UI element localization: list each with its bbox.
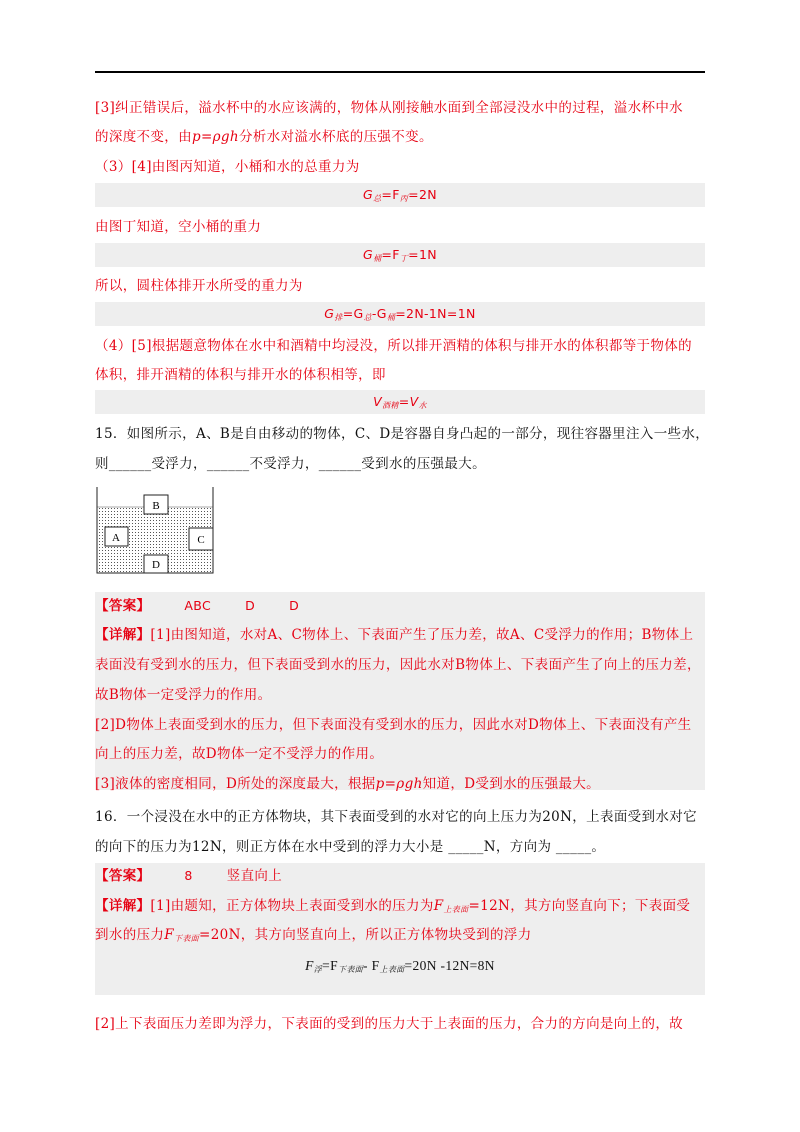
equation-total-weight: $G_总=F_丙=2N$ (363, 187, 437, 203)
detail-line: [3]纠正错误后，溢水杯中的水应该满的，物体从刚接触水面到全部浸没水中的过程，溢水杯中水 (95, 100, 684, 116)
detail-line: （4）[5]根据题意物体在水中和酒精中均浸没，所以排开酒精的体积与排开水的体积都等于物体的 (95, 338, 692, 354)
label-a: A (112, 532, 120, 544)
answer-value: D (289, 598, 300, 613)
detail-line: 由图丁知道，空小桶的重力 (95, 219, 262, 235)
equation-buoyancy: $F_浮=F_{下表面}-$ $F_{上表面}=20N$ -12N=8N (305, 958, 495, 974)
detail-line: [3]液体的密度相同，D所处的深度最大，根据p=ρgh知道，D受到水的压强最大。 (95, 776, 601, 792)
detail-line: 到水的压力$F_{下表面}=20N$，其方向竖直向上，所以正方体物块受到的浮力 (95, 927, 532, 943)
detail-line: 【详解】[1]由图知道，水对A、C物体上、下表面产生了压力差，故A、C受浮力的作用；B物体上 (95, 627, 694, 643)
detail-line: 所以，圆柱体排开水所受的重力为 (95, 278, 303, 294)
detail-line: 【详解】[1]由题知，正方体物块上表面受到水的压力为$F_{上表面}=12N$，其方向竖直向下；下表面受 (95, 898, 691, 914)
formula: p=ρgh (375, 776, 423, 792)
container-figure (96, 487, 214, 574)
question-15-text: 15．如图所示，A、B是自由移动的物体，C、D是容器自身凸起的一部分，现往容器里注入一些水， (95, 426, 710, 442)
detail-line: 故B物体一定受浮力的作用。 (95, 687, 272, 703)
answer-value: ABC (184, 598, 212, 613)
answer-label: 【答案】 (95, 598, 151, 614)
answer-value: D (245, 598, 256, 613)
detail-label: 【详解】 (95, 627, 151, 643)
detail-line: （3）[4]由图丙知道，小桶和水的总重力为 (95, 159, 360, 175)
header-rule (95, 71, 705, 73)
label-b: B (152, 500, 160, 512)
equation-bucket-weight: $G_桶=F_丁=1N$ (363, 247, 437, 263)
answer-label: 【答案】 (95, 868, 151, 884)
detail-line: 向上的压力差，故D物体一定不受浮力的作用。 (95, 746, 384, 762)
detail-line: [2]上下表面压力差即为浮力，下表面的受到的压力大于上表面的压力，合力的方向是向上的，故 (95, 1016, 684, 1032)
label-d: D (152, 559, 160, 571)
answer-16 (95, 867, 705, 885)
answer-value: 8 (184, 868, 193, 883)
detail-label: 【详解】 (95, 898, 151, 914)
question-15-text: 则______受浮力，______不受浮力，______受到水的压强最大。 (95, 456, 486, 472)
text: 的深度不变，由 (95, 129, 192, 145)
label-c: C (197, 534, 205, 546)
equation-volume: $V_{酒精}=V_水$ (373, 394, 427, 410)
detail-line (95, 128, 705, 146)
question-16-text: 的向下的压力为12N，则正方体在水中受到的浮力大小是 _____N，方向为 _____。 (95, 839, 606, 855)
detail-line: 表面没有受到水的压力，但下表面受到水的压力，因此水对B物体上、下表面产生了向上的压力差， (95, 657, 701, 673)
equation-displaced-weight: $G_排=G_总-G_桶=2N-1N=1N$ (324, 306, 476, 322)
formula: p=ρgh (191, 129, 239, 145)
answer-value: 竖直向上 (226, 868, 283, 884)
detail-line: [2]D物体上表面受到水的压力，但下表面没有受到水的压力，因此水对D物体上、下表面没有产生 (95, 717, 692, 733)
question-16-text: 16．一个浸没在水中的正方体物块，其下表面受到的水对它的向上压力为20N，上表面受到水对它 (95, 809, 697, 825)
detail-line: 体积，排开酒精的体积与排开水的体积相等，即 (95, 367, 386, 383)
text: 分析水对溢水杯底的压强不变。 (238, 129, 433, 145)
answer-15 (95, 597, 705, 615)
